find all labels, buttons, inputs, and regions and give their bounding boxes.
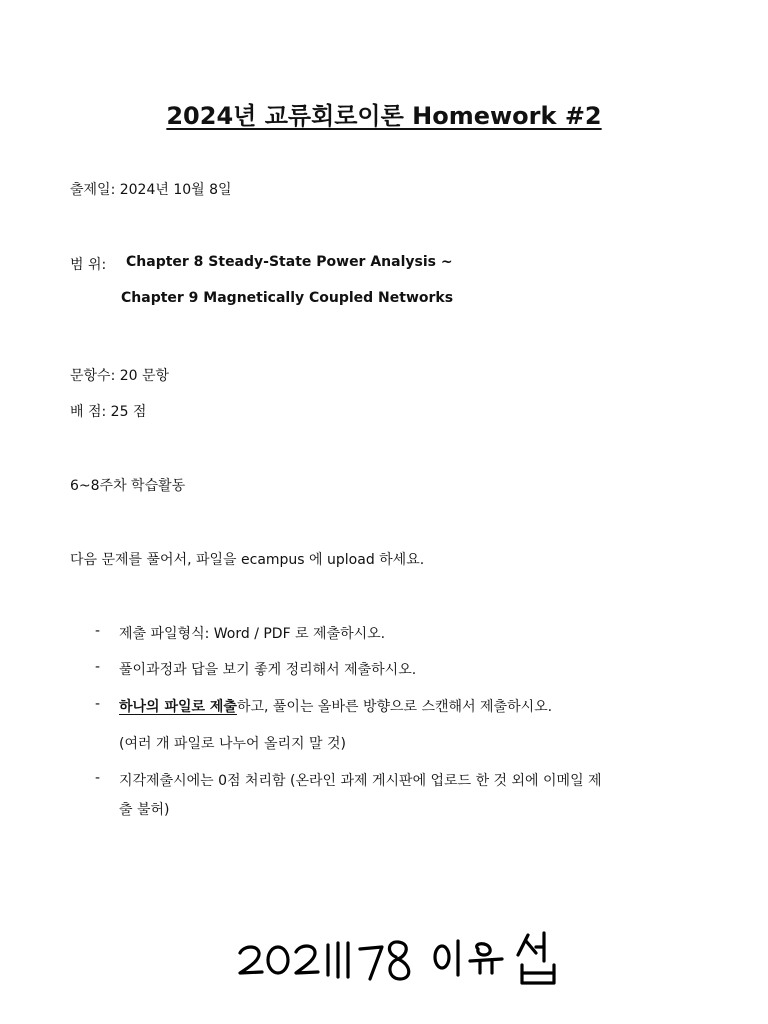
question-count: 문항수: 20 문항 (70, 368, 170, 384)
bullet-dash: - (95, 696, 101, 712)
bullet-dash: - (95, 623, 101, 639)
scope-line-1: Chapter 8 Steady-State Power Analysis ~ (126, 254, 453, 270)
bullet-1: 제출 파일형식: Word / PDF 로 제출하시오. (119, 626, 386, 642)
bullet-4: 지각제출시에는 0점 처리함 (온라인 과제 게시판에 업로드 한 것 외에 이메일 제 (119, 773, 602, 789)
issue-date: 출제일: 2024년 10월 8일 (70, 182, 232, 198)
scope-line-2: Chapter 9 Magnetically Coupled Networks (121, 290, 454, 306)
bullet-3-emphasis: 하나의 파일로 제출 (119, 699, 237, 715)
handwritten-signature (232, 925, 592, 995)
document-title: 2024년 교류회로이론 Homework #2 (166, 102, 602, 130)
instruction: 다음 문제를 풀어서, 파일을 ecampus 에 upload 하세요. (70, 552, 425, 568)
weeks-activity: 6~8주차 학습활동 (70, 478, 186, 494)
bullet-3-rest: 하고, 풀이는 올바른 방향으로 스캔해서 제출하시오. (236, 699, 553, 715)
bullet-3-sub: (여러 개 파일로 나누어 올리지 말 것) (119, 736, 346, 752)
bullet-4-continued: 출 불허) (119, 802, 170, 818)
bullet-dash: - (95, 770, 101, 786)
points: 배 점: 25 점 (70, 404, 147, 420)
scope-label: 범 위: (70, 257, 107, 273)
bullet-3 (119, 696, 552, 716)
bullet-dash: - (95, 659, 101, 675)
bullet-2: 풀이과정과 답을 보기 좋게 정리해서 제출하시오. (119, 662, 417, 678)
